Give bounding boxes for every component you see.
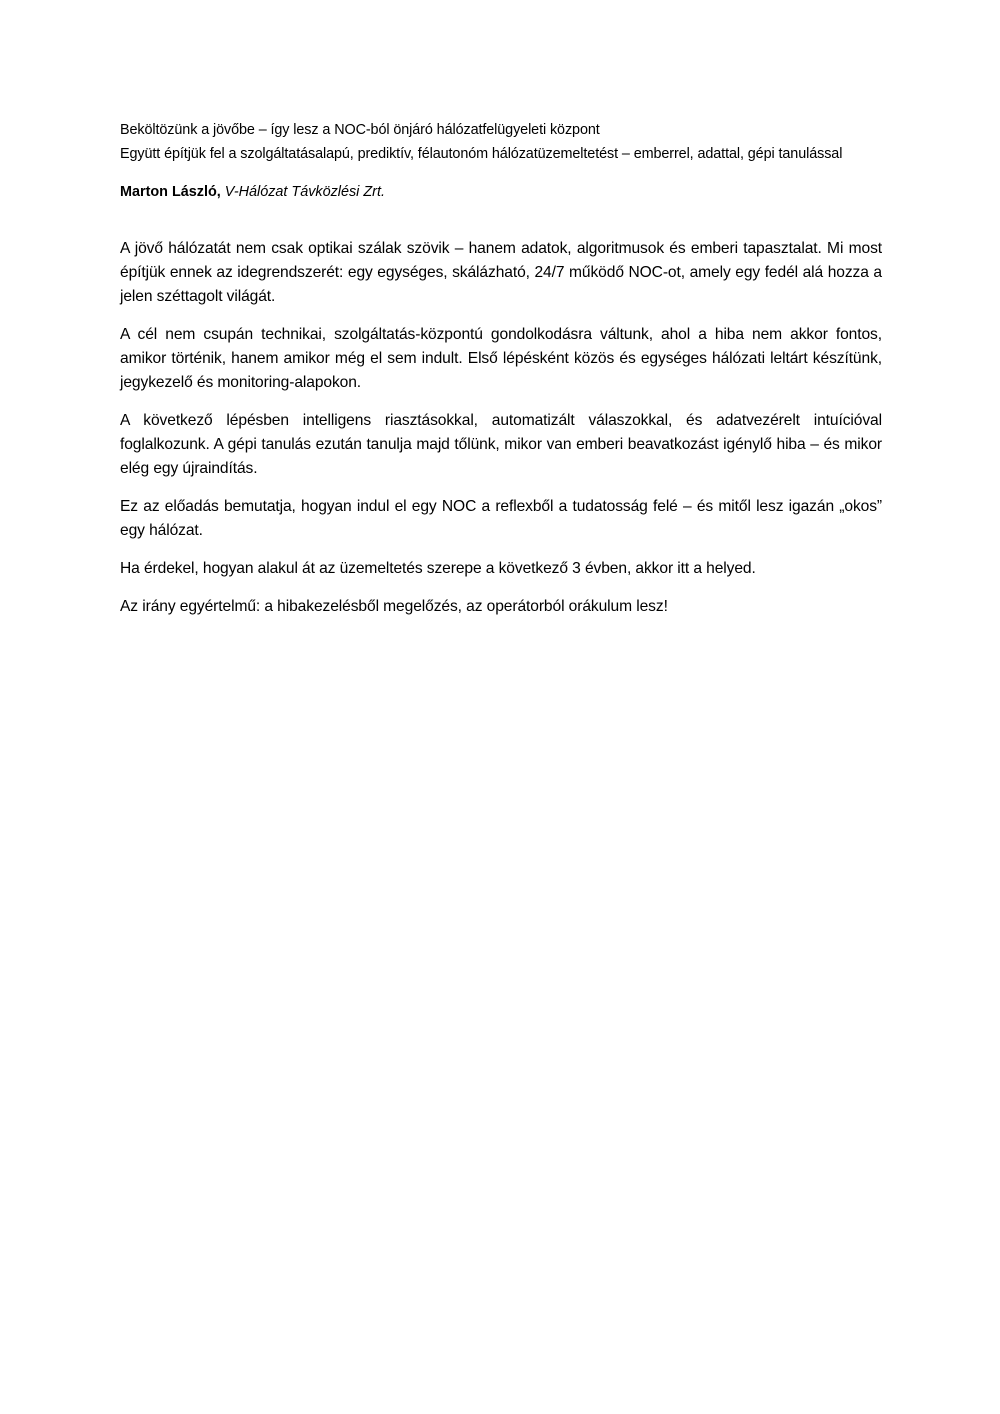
paragraph-1: A jövő hálózatát nem csak optikai szálak szövik – hanem adatok, algoritmusok és emberi tapasztalat. Mi most építjük ennek az idegrendszerét: egy egységes, skálázható, 24/7 működő NOC-ot, amely egy fedél alá hozza a jelen széttagolt világát. [120, 240, 882, 305]
author-line [120, 180, 882, 204]
author-organization: V-Hálózat Távközlési Zrt. [224, 184, 385, 200]
document-body [120, 237, 882, 619]
paragraph-3: A következő lépésben intelligens riasztásokkal, automatizált válaszokkal, és adatvezérelt intuícióval foglalkozunk. A gépi tanulás ezután tanulja majd tőlünk, mikor van emberi beavatkozást igénylő hiba – és mikor elég egy újraindítás. [120, 412, 882, 477]
paragraph-5: Ha érdekel, hogyan alakul át az üzemeltetés szerepe a következő 3 évben, akkor itt a helyed. [120, 560, 756, 577]
author-name: Marton László, [120, 184, 221, 200]
paragraph-4: Ez az előadás bemutatja, hogyan indul el egy NOC a reflexből a tudatosság felé – és mitől lesz igazán „okos” egy hálózat. [120, 498, 882, 539]
document-header [120, 119, 882, 166]
document-content [120, 119, 882, 633]
document-subtitle: Együtt építjük fel a szolgáltatásalapú, prediktív, félautonóm hálózatüzemeltetést – emberrel, adattal, gépi tanulással [120, 145, 843, 162]
paragraph-2: A cél nem csupán technikai, szolgáltatás-központú gondolkodásra váltunk, ahol a hiba nem akkor fontos, amikor történik, hanem amikor még el sem indult. Első lépésként közös és egységes hálózati leltárt készítünk, jegykezelő és monitoring-alapokon. [120, 326, 882, 391]
document-title: Beköltözünk a jövőbe – így lesz a NOC-ból önjáró hálózatfelügyeleti központ [120, 122, 600, 138]
paragraph-6: Az irány egyértelmű: a hibakezelésből megelőzés, az operátorból orákulum lesz! [120, 598, 668, 615]
